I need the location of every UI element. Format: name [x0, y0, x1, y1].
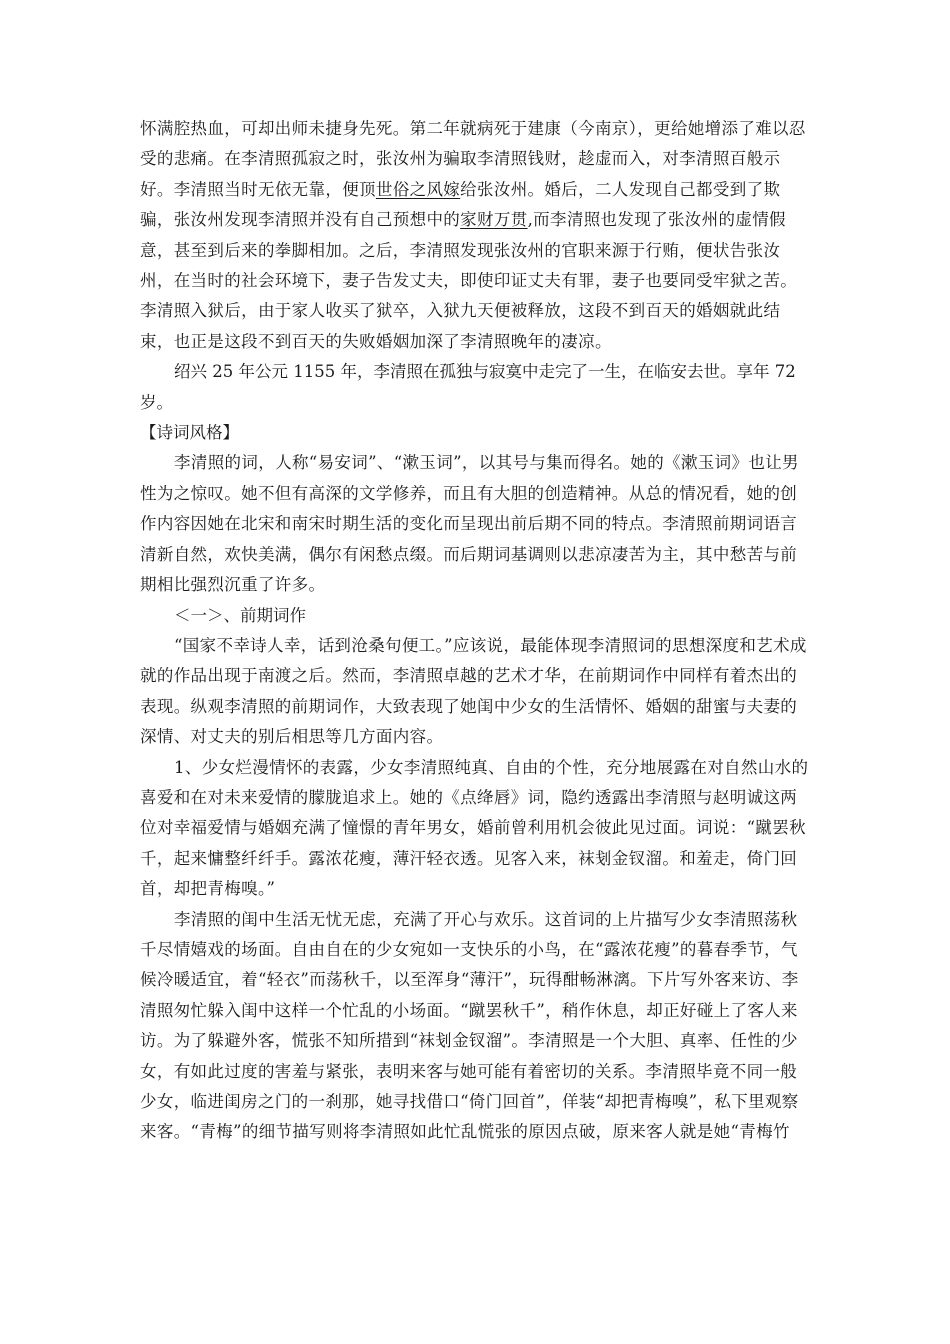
paragraph-poetry-style: 李清照的词，人称“易安词”、“漱玉词”，以其号与集而得名。她的《漱玉词》也让男性为之惊叹。她不但有高深的文学修养，而且有大胆的创造精神。从总的情况看，她的创作内容因她在北宋和南宋时期生活的变化而呈现出前后期不同的特点。李清照前期词语言清新自然，欢快美满，偶尔有闲愁点缀。而后期词基调则以悲凉凄苦为主，其中愁苦与前期相比强烈沉重了许多。 — [140, 453, 799, 595]
sub-heading: ＜一＞、前期词作 — [174, 605, 306, 625]
paragraph-death: 绍兴 25 年公元 1155 年，李清照在孤独与寂寞中走完了一生，在临安去世。享年 72 岁。 — [140, 362, 796, 412]
paragraph-girlhood: 1、少女烂漫情怀的表露，少女李清照纯真、自由的个性，充分地展露在对自然山水的喜爱和在对未来爱情的朦胧追求上。她的《点绛唇》词，隐约透露出李清照与赵明诚这两位对幸福爱情与婚姻充满了憧憬的青年男女，婚前曾利用机会彼此见过面。词说：“蹴罢秋千，起来慵整纤纤手。露浓花瘦，薄汗轻衣透。见客入来，袜刬金钗溜。和羞走，倚门回首，却把青梅嗅。” — [140, 757, 809, 899]
text-run: ,而李清照也发现了张汝州的虚情假意，甚至到后来的拳脚相加。之后，李清照发现张汝州的官职来源于行贿，便状告张汝州，在当时的社会环境下，妻子告发丈夫，即使印证丈夫有罪，妻子也要同受牢狱之苦。李清照入狱后，由于家人收买了狱卒，入狱九天便被释放，这段不到百天的婚姻就此结束，也正是这段不到百天的失败婚姻加深了李清照晚年的凄凉。 — [140, 210, 798, 351]
underlined-phrase: 世俗之风嫁 — [375, 179, 461, 199]
underlined-phrase: 家财万贯 — [460, 210, 528, 230]
section-heading: 【诗词风格】 — [140, 423, 239, 443]
paragraph-analysis: 李清照的闺中生活无忧无虑，充满了开心与欢乐。这首词的上片描写少女李清照荡秋千尽情嬉戏的场面。自由自在的少女宛如一支快乐的小鸟，在“露浓花瘦”的暮春季节，气候冷暖适宜，着“轻衣”而荡秋千，以至浑身“薄汗”，玩得酣畅淋漓。下片写外客来访、李清照匆忙躲入闺中这样一个忙乱的小场面。“蹴罢秋千”，稍作休息，却正好碰上了客人来访。为了躲避外客，慌张不知所措到“袜刬金钗溜”。李清照是一个大胆、真率、任性的少女，有如此过度的害羞与紧张，表明来客与她可能有着密切的关系。李清照毕竟不同一般少女，临进闺房之门的一刹那，她寻找借口“倚门回首”，佯装“却把青梅嗅”，私下里观察来客。“青梅”的细节描写则将李清照如此忙乱慌张的原因点破，原来客人就是她“青梅竹 — [140, 909, 799, 1142]
text-run: 怀满腔热血，可却出师未捷身先死。第二年就病死于建康（今南京），更给她增添了难以忍受的悲痛。在李清照孤寂之时，张汝州为骗取李清照钱财，趁虚而入，对李清照百般示好。李清照当时无依无靠，便顶 — [140, 119, 806, 199]
paragraph-early-works: “国家不幸诗人幸，话到沧桑句便工。”应该说，最能体现李清照词的思想深度和艺术成就的作品出现于南渡之后。然而，李清照卓越的艺术才华，在前期词作中同样有着杰出的表现。纵观李清照的前期词作，大致表现了她闺中少女的生活情怀、婚姻的甜蜜与夫妻的深情、对丈夫的别后相思等几方面内容。 — [140, 635, 807, 747]
text-run: 给张汝州。婚后，二人发现自己都受到了欺骗，张汝州发现李清照并没有自己预想中的 — [140, 179, 781, 230]
document-body — [140, 114, 812, 1148]
paragraph-remarriage — [140, 114, 812, 357]
